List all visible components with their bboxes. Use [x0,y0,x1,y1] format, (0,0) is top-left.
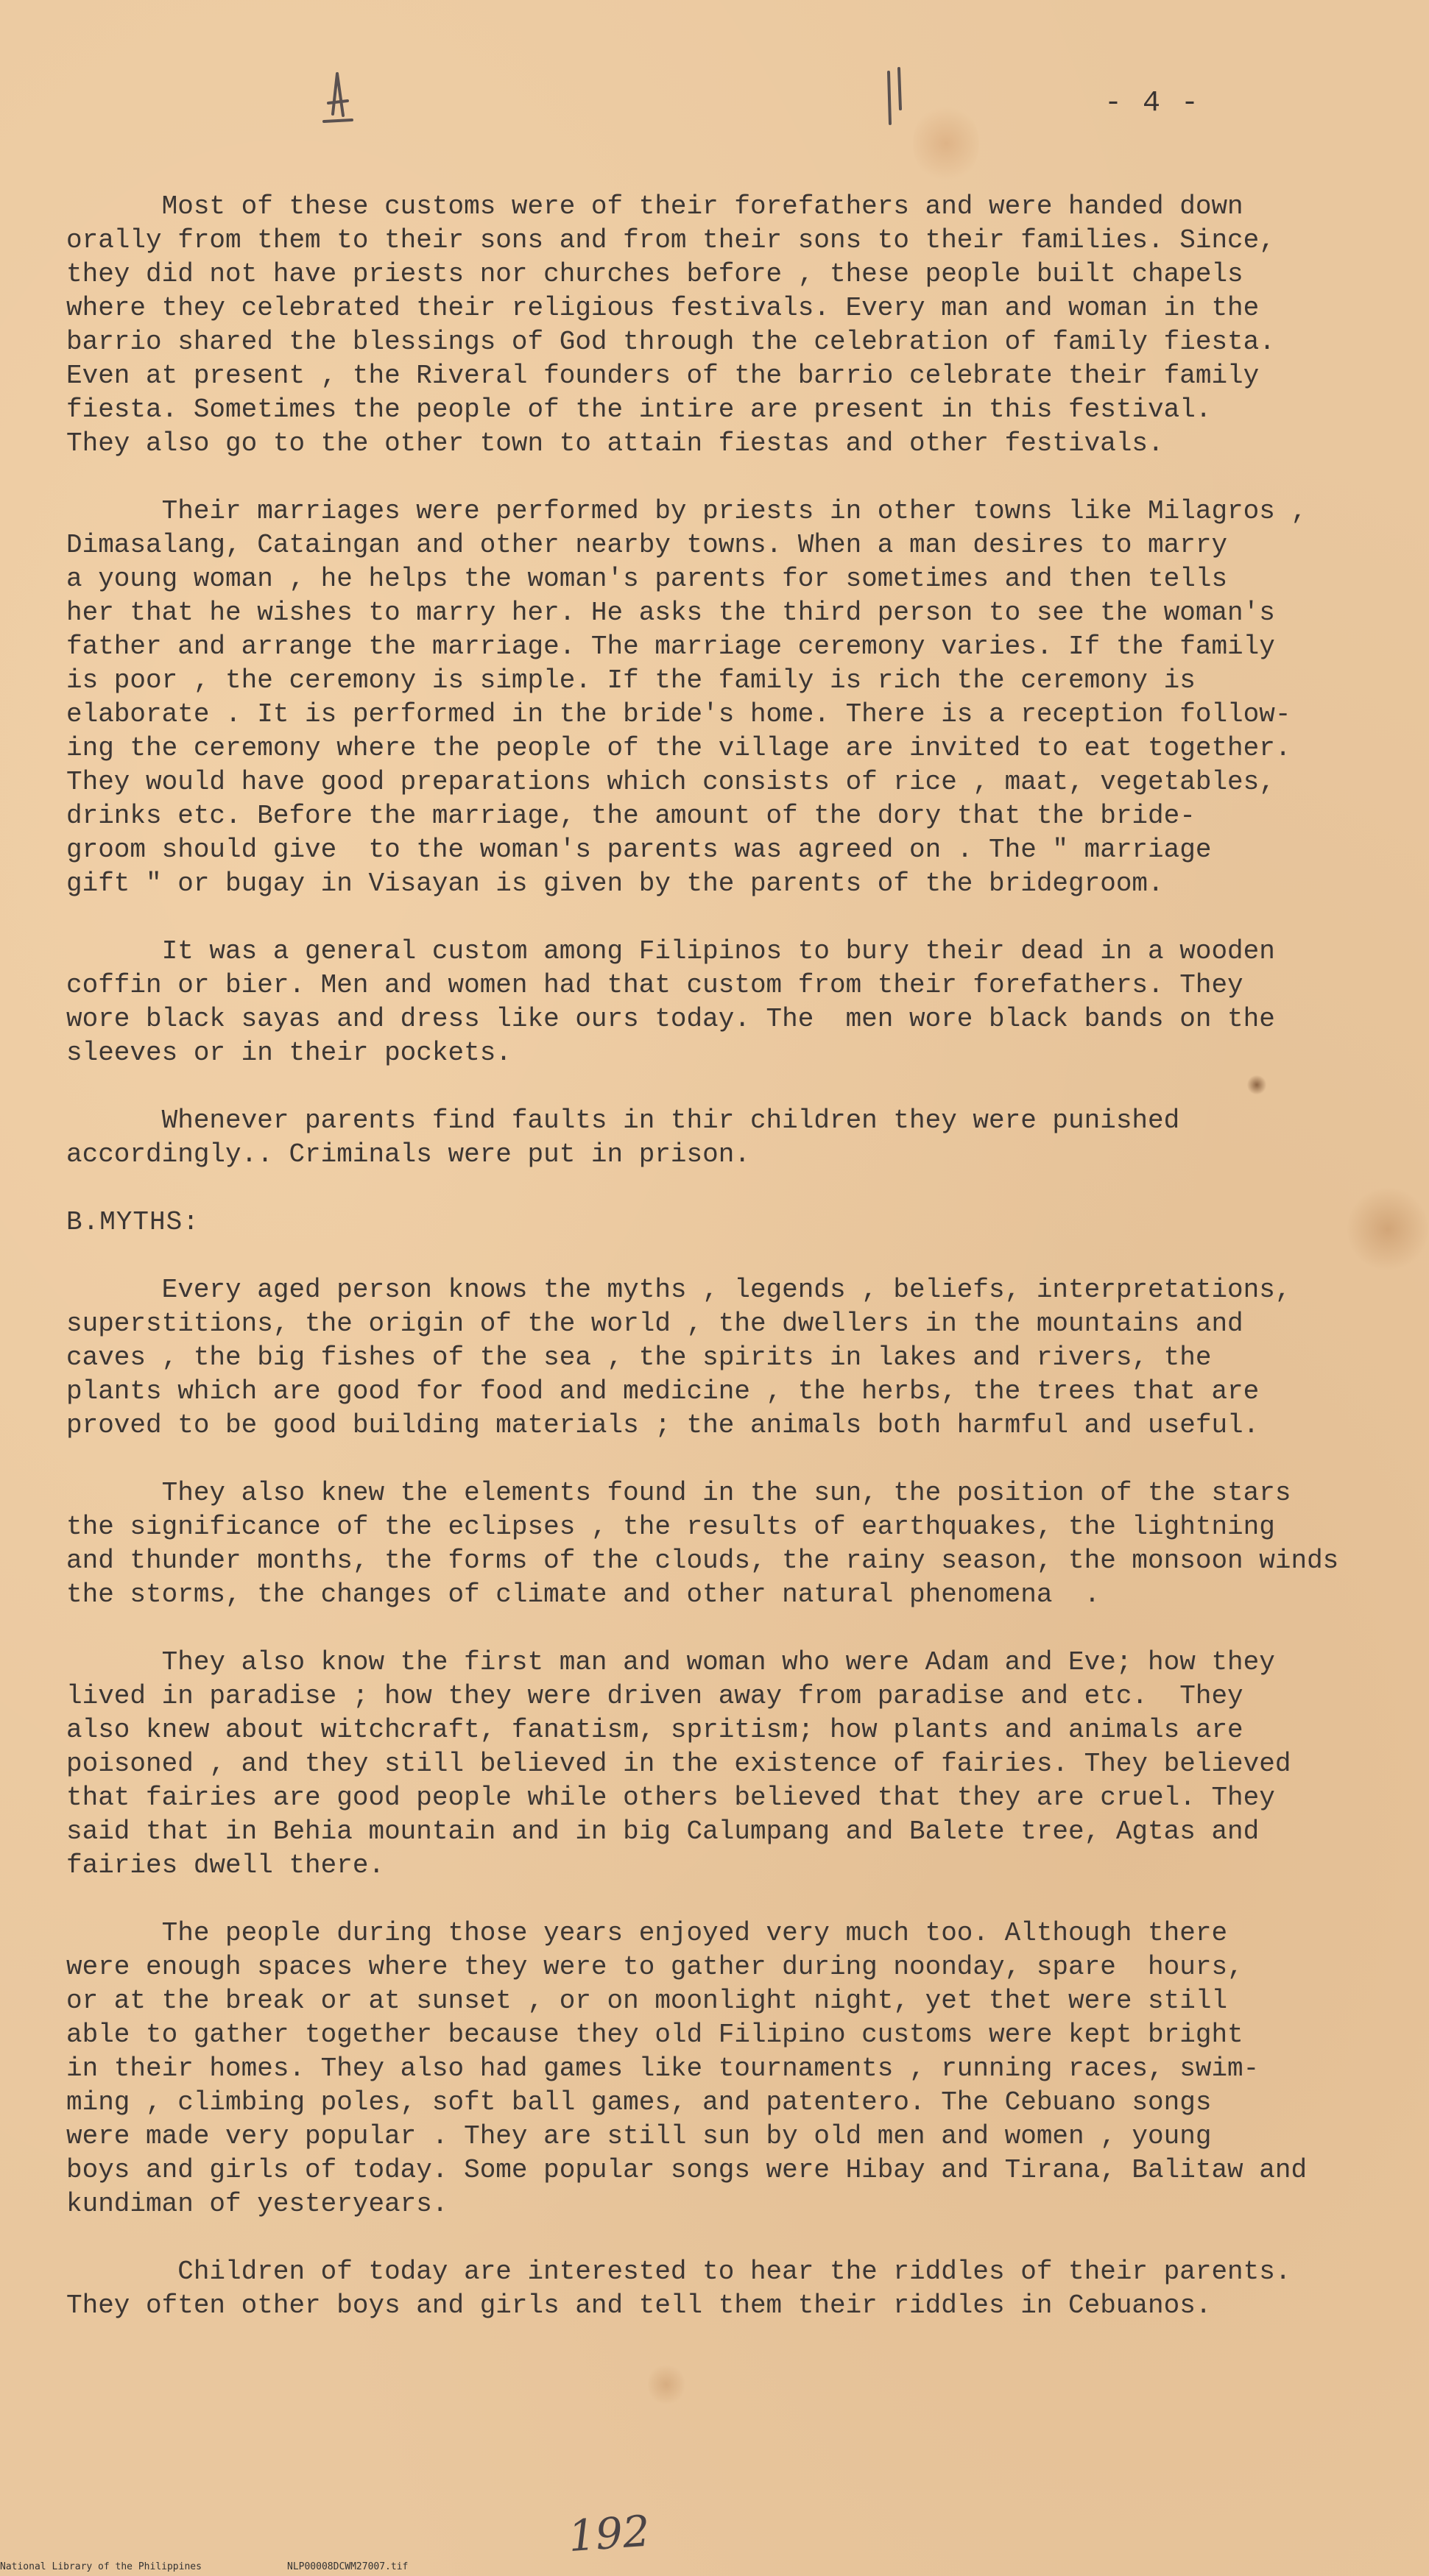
ink-mark-right [880,65,909,131]
stain-blot [913,103,979,184]
paragraph-riddles: Children of today are interested to hear the riddles of their parents. They often other boys and girls and tell them their riddles in Cebuanos. [66,2257,1291,2321]
handwritten-number-text: 192 [566,2505,652,2562]
paragraph-marriages: Their marriages were performed by priests in other towns like Milagros , Dimasalang, Cataingan and other nearby towns. When a man desires to marry a young woman , he helps the woman's parents for sometimes and then tells her that he wishes to marry her. He asks the third person to see the woman's father and arrange the marriage. The marriage ceremony varies. If the family is poor , the ceremony is simple. If the family is rich the ceremony is elaborate . It is performed in the bride's home. There is a reception follow- ing the ceremony where the people of the village are invited to eat together. They would have good preparations which consists of rice , maat, vegetables, drinks etc. Before the marriage, the amount of the dory that the bride- groom should give to the woman's parents was agreed on . The " marriage gift " or bugay in Visayan is given by the parents of the bridegroom. [66,496,1308,899]
footer-file: NLP00008DCWM27007.tif [287,2561,409,2572]
document-body [66,190,1414,2357]
paragraph-myths-creation: They also know the first man and woman who were Adam and Eve; how they lived in paradise ; how they were driven away from paradise and etc. They also knew about witchcraft, fanatism, spritism; how plants and animals are poisoned , and they still believed in the existence of fairies. They believed that fairies are good people while others believed that they are cruel. They said that in Behia mountain and in big Calumpang and Balete tree, Agtas and fairies dwell there. [66,1647,1291,1880]
handwritten-page-number [566,2505,657,2562]
paragraph-punishment: Whenever parents find faults in thir children they were punished accordingly.. Criminals were put in prison. [66,1105,1180,1170]
paragraph-customs: Most of these customs were of their forefathers and were handed down orally from them to their sons and from their sons to their families. Since, they did not have priests nor churches before , these people built chapels where they celebrated their religious festivals. Every man and woman in the barrio shared the blessings of God through the celebration of family fiesta. Even at present , the Riveral founders of the barrio celebrate their family fiesta. Sometimes the people of the intire are present in this festival. They also go to the other town to attain fiestas and other festivals. [66,191,1275,459]
paragraph-myths-knowledge: Every aged person knows the myths , legends , beliefs, interpretations, superstitions, the origin of the world , the dwellers in the mountains and caves , the big fishes of the sea , the spirits in lakes and rivers, the plants which are good for food and medicine , the herbs, the trees that are proved to be good building materials ; the animals both harmful and useful. [66,1275,1291,1440]
ink-mark-left [315,70,359,129]
paragraph-myths-elements: They also knew the elements found in the sun, the position of the stars the significance of the eclipses , the results of earthquakes, the lightning and thunder months, the forms of the clouds, the rainy season, the monsoon winds the storms, the changes of climate and other natural phenomena . [66,1478,1339,1610]
stain-blot [648,2363,685,2407]
page-number: - 4 - [1104,87,1201,120]
paragraph-recreation: The people during those years enjoyed very much too. Although there were enough spaces where they were to gather during noonday, spare hours, or at the break or at sunset , or on moonlight night, yet thet were still able to gather together because they old Filipino customs were kept bright in their homes. They also had games like tournaments , running races, swim- ming , climbing poles, soft ball games, and patentero. The Cebuano songs were made very popular . They are still sun by old men and women , young boys and girls of today. Some popular songs were Hibay and Tirana, Balitaw and kundiman of yesteryears. [66,1918,1308,2219]
footer-source: National Library of the Philippines [0,2561,202,2572]
paragraph-burial: It was a general custom among Filipinos to bury their dead in a wooden coffin or bier. Men and women had that custom from their forefathers. They wore black sayas and dress like ours today. The men wore black bands on the sleeves or in their pockets. [66,936,1275,1068]
section-heading-myths: B.MYTHS: [66,1207,200,1237]
